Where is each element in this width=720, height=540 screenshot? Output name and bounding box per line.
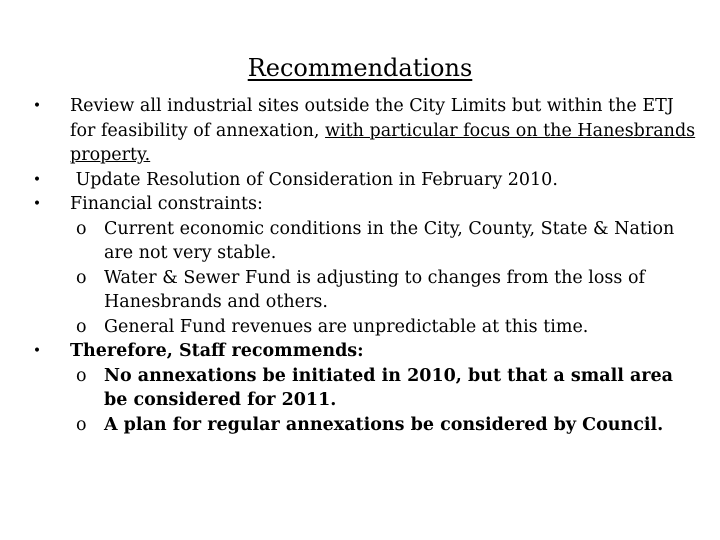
bullet-text: Review all industrial sites outside the City Limits but within the ETJ for feasibility of annexation, with particular focus on the Hanesbrands property. [70, 96, 696, 165]
sub-item [30, 364, 702, 413]
sub-item-text: No annexations be initiated in 2010, but that a small area be considered for 2011. [104, 365, 673, 410]
sub-item-text: General Fund revenues are unpredictable at this time. [104, 316, 589, 337]
sub-item-text: A plan for regular annexations be considered by Council. [104, 414, 664, 435]
recommendations-list [30, 94, 702, 437]
sub-item-text: Water & Sewer Fund is adjusting to changes from the loss of Hanesbrands and others. [104, 267, 645, 312]
bullet-icon: • [32, 98, 42, 114]
sub-item [30, 413, 702, 438]
slide-title: Recommendations [247, 54, 473, 82]
sub-item-text: Current economic conditions in the City, County, State & Nation are not very stable. [104, 218, 675, 263]
bullet-icon: • [32, 196, 42, 212]
sub-bullet-icon: o [76, 414, 87, 435]
bullet-item-review [30, 94, 702, 168]
underlined-text: with particular focus on the Hanesbrands property. [70, 120, 696, 165]
bullet-item-financial [30, 192, 702, 217]
sub-bullet-icon: o [76, 267, 87, 288]
sub-item [30, 217, 702, 266]
bullet-text: Therefore, Staff recommends: [70, 341, 364, 361]
sub-item [30, 315, 702, 340]
sub-bullet-icon: o [76, 316, 87, 337]
bullet-icon: • [32, 343, 42, 359]
sub-bullet-icon: o [76, 218, 87, 239]
sub-item [30, 266, 702, 315]
bullet-text: Financial constraints: [70, 194, 263, 214]
bullet-text: Update Resolution of Consideration in February 2010. [70, 169, 558, 190]
bullet-item-resolution [30, 168, 702, 193]
sub-bullet-icon: o [76, 365, 87, 386]
bullet-item-therefore [30, 339, 702, 364]
bullet-icon: • [32, 171, 42, 188]
